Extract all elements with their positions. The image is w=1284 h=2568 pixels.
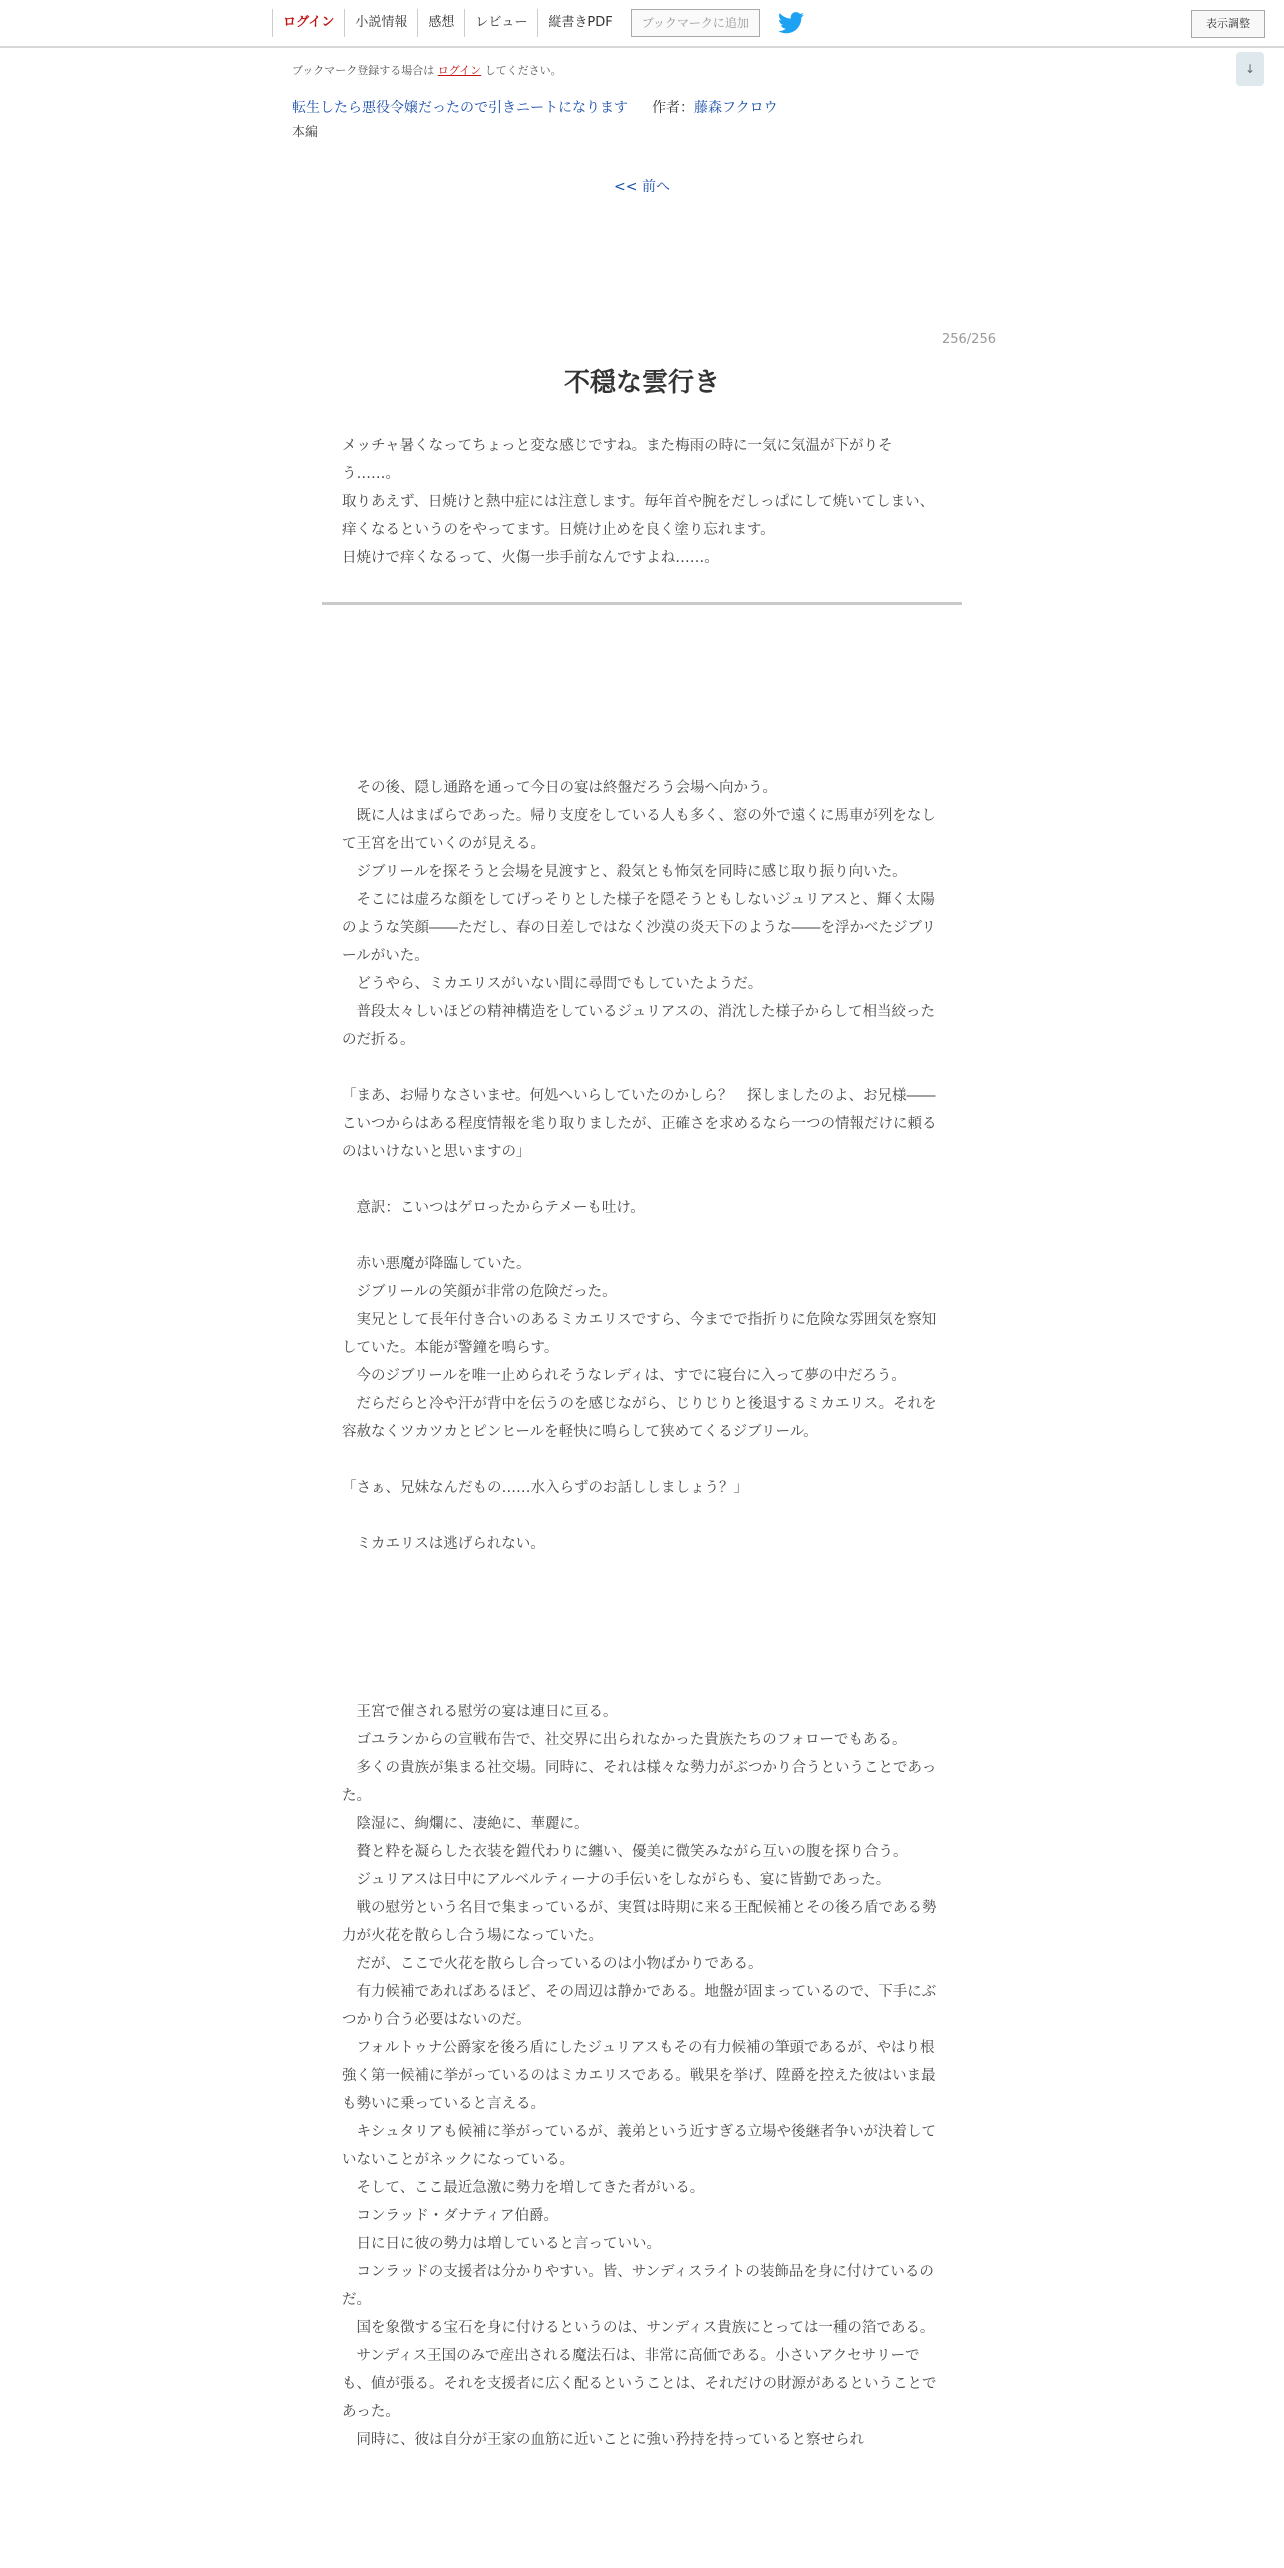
paragraph: 赤い悪魔が降臨していた。: [342, 1256, 531, 1272]
paragraph: キシュタリアも候補に挙がっているが、義弟という近すぎる立場や後継者争いが決着していないことがネックになっている。: [342, 2124, 937, 2168]
paragraph: 意訳：こいつはゲロったからテメーも吐け。: [342, 1200, 645, 1216]
paragraph: 王宮で催される慰労の宴は連日に亘る。: [342, 1704, 618, 1720]
paragraph: ジブリールを探そうと会場を見渡すと、殺気とも怖気を同時に感じ取り振り向いた。: [342, 864, 907, 880]
bookmark-note-suffix: してください。: [484, 64, 562, 77]
bookmark-note-login-link[interactable]: ログイン: [437, 64, 482, 77]
paragraph: 「さぁ、兄妹なんだもの……水入らずのお話ししましょう？」: [342, 1480, 748, 1496]
preface-divider: [322, 602, 962, 605]
novel-title-link[interactable]: 転生したら悪役令嬢だったので引きニートになります: [292, 100, 628, 116]
paragraph: どうやら、ミカエリスがいない間に尋問でもしていたようだ。: [342, 976, 763, 992]
paragraph: [342, 1586, 942, 1614]
paragraph: サンディス王国のみで産出される魔法石は、非常に高価である。小さいアクセサリーでも、値が張る。それを支援者に広く配るということは、それだけの財源があるということであった。: [342, 2348, 937, 2420]
paragraph: [342, 746, 942, 774]
paragraph: 普段太々しいほどの精神構造をしているジュリアスの、消沈した様子からして相当絞ったのだ折る。: [342, 1004, 936, 1048]
bookmark-login-note: [292, 62, 562, 78]
author-info: [652, 97, 778, 117]
paragraph: 実兄として長年付き合いのあるミカエリスですら、今までで指折りに危険な雰囲気を察知していた。本能が警鐘を鳴らす。: [342, 1312, 937, 1356]
paragraph: [342, 1502, 942, 1530]
paragraph: 多くの貴族が集まる社交場。同時に、それは様々な勢力がぶつかり合うということであった。: [342, 1760, 937, 1804]
paragraph: 有力候補であればあるほど、その周辺は静かである。地盤が固まっているので、下手にぶつかり合う必要はないのだ。: [342, 1984, 937, 2028]
paragraph: ジュリアスは日中にアルベルティーナの手伝いをしながらも、宴に皆勤であった。: [342, 1872, 891, 1888]
prev-page-link[interactable]: << 前へ: [614, 179, 670, 195]
paragraph: [342, 1670, 942, 1698]
paragraph: ジブリールの笑顔が非常の危険だった。: [342, 1284, 617, 1300]
paragraph: 同時に、彼は自分が王家の血筋に近いことに強い矜持を持っていると察せられ: [342, 2432, 864, 2448]
paragraph: メッチャ暑くなってちょっと変な感じですね。また梅雨の時に一気に気温が下がりそう……。: [342, 438, 893, 482]
paragraph: 戦の慰労という名目で集まっているが、実質は時期に来る王配候補とその後ろ盾である勢力が火花を散らし合う場になっていた。: [342, 1900, 937, 1944]
paragraph: 贅と粋を凝らした衣装を鎧代わりに纏い、優美に微笑みながら互いの腹を探り合う。: [342, 1844, 908, 1860]
display-settings-button[interactable]: 表示調整: [1191, 10, 1265, 38]
bookmark-note-prefix: ブックマーク登録する場合は: [292, 64, 435, 77]
review-link[interactable]: レビュー: [464, 9, 537, 37]
impressions-link[interactable]: 感想: [417, 9, 464, 37]
paragraph: 陰湿に、絢爛に、凄絶に、華麗に。: [342, 1816, 589, 1832]
paragraph: ミカエリスは逃げられない。: [342, 1536, 545, 1552]
add-bookmark-button[interactable]: ブックマークに追加: [631, 9, 760, 37]
paragraph: [342, 1642, 942, 1670]
paragraph: 日に日に彼の勢力は増していると言っていい。: [342, 2236, 661, 2252]
paragraph: 今のジブリールを唯一止められそうなレディは、すでに寝台に入って夢の中だろう。: [342, 1368, 906, 1384]
paragraph: [342, 690, 942, 718]
scroll-down-button[interactable]: ↓: [1236, 52, 1264, 86]
episode-title: 不穏な雲行き: [563, 368, 720, 398]
paragraph: [342, 1558, 942, 1586]
paragraph: 国を象徴する宝石を身に付けるというのは、サンディス貴族にとっては一種の箔である。: [342, 2320, 935, 2336]
paragraph: コンラッドの支援者は分かりやすい。皆、サンディスライトの装飾品を身に付けているのだ。: [342, 2264, 934, 2308]
paragraph: [342, 718, 942, 746]
prev-page-nav: [0, 176, 1284, 196]
paragraph: 取りあえず、日焼けと熱中症には注意します。毎年首や腕をだしっぱにして焼いてしまい、痒くなるというのをやってます。日焼け止めを良く塗り忘れます。: [342, 494, 935, 538]
paragraph: だらだらと冷や汗が背中を伝うのを感じながら、じりじりと後退するミカエリス。それを容赦なくツカツカとピンヒールを軽快に鳴らして狭めてくるジブリール。: [342, 1396, 937, 1440]
paragraph: そして、ここ最近急激に勢力を増してきた者がいる。: [342, 2180, 705, 2196]
paragraph: 日焼けで痒くなるって、火傷一歩手前なんですよね……。: [342, 550, 719, 566]
nav-menu: [272, 9, 804, 37]
paragraph: だが、ここで火花を散らし合っているのは小物ばかりである。: [342, 1956, 763, 1972]
paragraph: コンラッド・ダナティア伯爵。: [342, 2208, 559, 2224]
paragraph: ゴユランからの宣戦布告で、社交界に出られなかった貴族たちのフォローでもある。: [342, 1732, 907, 1748]
paragraph: [342, 1222, 942, 1250]
paragraph: [342, 1614, 942, 1642]
paragraph: フォルトゥナ公爵家を後ろ盾にしたジュリアスもその有力候補の筆頭であるが、やはり根強く第一候補に挙がっているのはミカエリスである。戦果を挙げ、陞爵を控えた彼はいま最も勢いに乗っていると言える。: [342, 2040, 936, 2112]
novel-info-link[interactable]: 小説情報: [344, 9, 417, 37]
paragraph: [342, 1054, 942, 1082]
top-navigation-bar: [0, 0, 1284, 48]
paragraph: そこには虚ろな顔をしてげっそりとした様子を隠そうともしないジュリアスと、輝く太陽のような笑顔――ただし、春の日差しではなく沙漠の炎天下のような――を浮かべたジブリールがいた。: [342, 892, 936, 964]
chapter-group-label: 本編: [292, 125, 319, 140]
author-link[interactable]: 藤森フクロウ: [694, 100, 778, 116]
paragraph: 「まあ、お帰りなさいませ。何処へいらしていたのかしら？ 探しましたのよ、お兄様――こいつからはある程度情報を毟り取りましたが、正確さを求めるなら一つの情報だけに頼るのはいけないと思いますの」: [342, 1088, 937, 1160]
vertical-pdf-link[interactable]: 縦書きPDF: [537, 9, 622, 37]
login-link[interactable]: ログイン: [272, 9, 344, 37]
author-label: 作者：: [652, 100, 694, 116]
twitter-icon[interactable]: [778, 12, 804, 34]
paragraph: [342, 1446, 942, 1474]
preface-text: [342, 432, 942, 572]
page-number: 256/256: [941, 332, 996, 347]
paragraph: その後、隠し通路を通って今日の宴は終盤だろう会場へ向かう。: [342, 780, 777, 796]
chapter-body: [342, 690, 942, 2454]
paragraph: [342, 1166, 942, 1194]
paragraph: 既に人はまばらであった。帰り支度をしている人も多く、窓の外で遠くに馬車が列をなして王宮を出ていくのが見える。: [342, 808, 936, 852]
